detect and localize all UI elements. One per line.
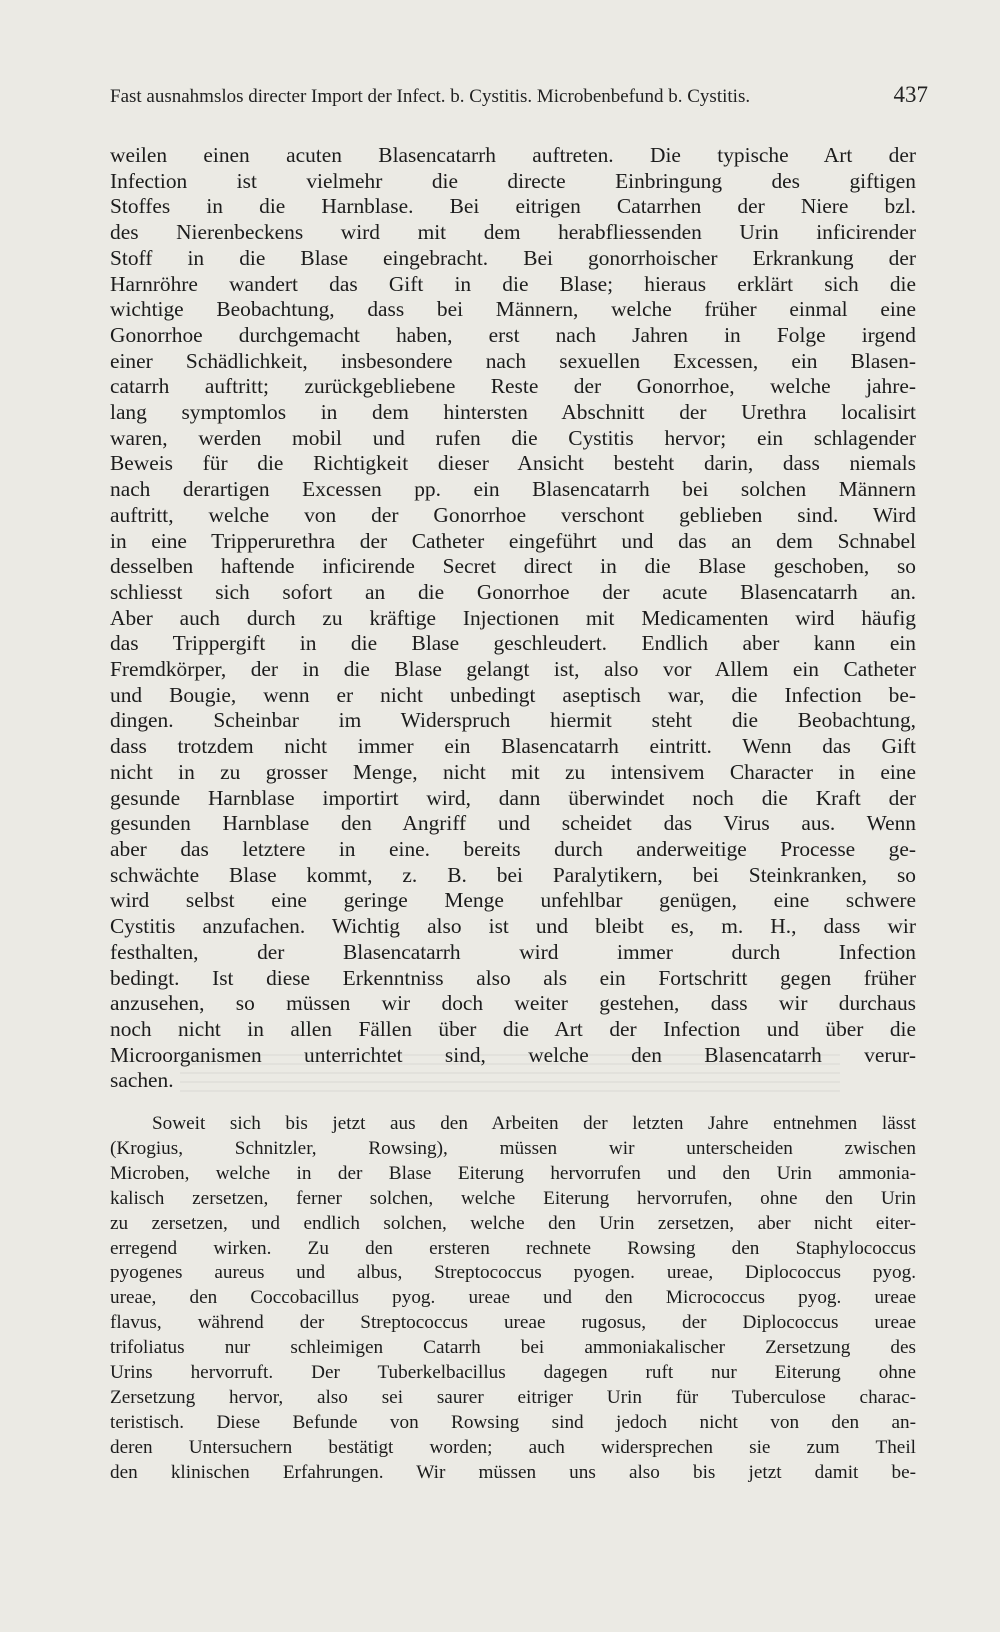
running-head	[110, 82, 928, 112]
text-line: trifoliatus nur schleimigen Catarrh bei ammoniakalischer Zersetzung des	[110, 1337, 916, 1359]
text-line: deren Untersuchern bestätigt worden; auch widersprechen sie zum Theil	[110, 1436, 916, 1458]
text-line: Infection ist vielmehr die directe Einbringung des giftigen	[110, 168, 916, 193]
text-line: Urins hervorruft. Der Tuberkelbacillus dagegen ruft nur Eiterung ohne	[110, 1362, 916, 1384]
text-line: dass trotzdem nicht immer ein Blasencatarrh eintritt. Wenn das Gift	[110, 734, 916, 759]
text-line: catarrh auftritt; zurückgebliebene Reste der Gonorrhoe, welche jahre-	[110, 374, 916, 399]
text-line: Zersetzung hervor, also sei saurer eitriger Urin für Tuberculose charac-	[110, 1386, 916, 1408]
text-line: weilen einen acuten Blasencatarrh auftreten. Die typische Art der	[110, 143, 916, 167]
text-line: nicht in zu grosser Menge, nicht mit zu intensivem Character in eine	[110, 759, 916, 784]
text-line: schwächte Blase kommt, z. B. bei Paralytikern, bei Steinkranken, so	[110, 862, 916, 887]
text-line: wichtige Beobachtung, dass bei Männern, welche früher einmal eine	[110, 297, 916, 322]
running-title: Fast ausnahmslos directer Import der Infect. b. Cystitis. Microbenbefund b. Cystitis.	[110, 86, 751, 107]
text-line: wird selbst eine geringe Menge unfehlbar genügen, eine schwere	[110, 888, 916, 913]
text-line: zu zersetzen, und endlich solchen, welche den Urin zersetzen, aber nicht eiter-	[110, 1212, 916, 1234]
text-line: gesunden Harnblase den Angriff und scheidet das Virus aus. Wenn	[110, 811, 916, 836]
text-line: das Trippergift in die Blase geschleudert. Endlich aber kann ein	[110, 631, 916, 656]
text-line: schliesst sich sofort an die Gonorrhoe der acute Blasencatarrh an.	[110, 579, 916, 604]
small-print-block	[110, 1112, 916, 1486]
text-line: pyogenes aureus und albus, Streptococcus pyogen. ureae, Diplococcus pyog.	[110, 1262, 916, 1284]
text-line: anzusehen, so müssen wir doch weiter gestehen, dass wir durchaus	[110, 991, 916, 1016]
text-line: erregend wirken. Zu den ersteren rechnete Rowsing den Staphylococcus	[110, 1237, 916, 1259]
text-line: desselben haftende inficirende Secret direct in die Blase geschoben, so	[110, 554, 916, 579]
text-line: Harnröhre wandert das Gift in die Blase; hieraus erklärt sich die	[110, 271, 916, 296]
text-line: in eine Tripperurethra der Catheter eingeführt und das an dem Schnabel	[110, 528, 916, 553]
text-line: einer Schädlichkeit, insbesondere nach sexuellen Excessen, ein Blasen-	[110, 348, 916, 373]
show-through	[180, 1052, 840, 1092]
text-line: Microben, welche in der Blase Eiterung hervorrufen und den Urin ammonia-	[110, 1162, 916, 1184]
text-line: des Nierenbeckens wird mit dem herabfliessenden Urin inficirender	[110, 220, 916, 245]
text-line: festhalten, der Blasencatarrh wird immer durch Infection	[110, 939, 916, 964]
text-line: teristisch. Diese Befunde von Rowsing sind jedoch nicht von den an-	[110, 1411, 916, 1433]
text-line: dingen. Scheinbar im Widerspruch hiermit steht die Beobachtung,	[110, 708, 916, 733]
text-line: ureae, den Coccobacillus pyog. ureae und den Micrococcus pyog. ureae	[110, 1287, 916, 1309]
main-text-block	[110, 143, 916, 1094]
text-line: Gonorrhoe durchgemacht haben, erst nach Jahren in Folge irgend	[110, 322, 916, 347]
text-line: bedingt. Ist diese Erkenntniss also als ein Fortschritt gegen früher	[110, 965, 916, 990]
text-line: noch nicht in allen Fällen über die Art der Infection und über die	[110, 1016, 916, 1041]
text-line: Soweit sich bis jetzt aus den Arbeiten der letzten Jahre entnehmen lässt	[152, 1113, 916, 1134]
text-line: Fremdkörper, der in die Blase gelangt ist, also vor Allem ein Catheter	[110, 657, 916, 682]
text-line: lang symptomlos in dem hintersten Abschnitt der Urethra localisirt	[110, 400, 916, 425]
text-line: Cystitis anzufachen. Wichtig also ist und bleibt es, m. H., dass wir	[110, 914, 916, 939]
text-line: kalisch zersetzen, ferner solchen, welche Eiterung hervorrufen, ohne den Urin	[110, 1187, 916, 1209]
text-line: waren, werden mobil und rufen die Cystitis hervor; ein schlagender	[110, 425, 916, 450]
text-line: Microorganismen unterrichtet sind, welche den Blasencatarrh verur-	[110, 1042, 916, 1067]
text-line: aber das letztere in eine. bereits durch anderweitige Processe ge-	[110, 836, 916, 861]
text-line: (Krogius, Schnitzler, Rowsing), müssen wir unterscheiden zwischen	[110, 1137, 916, 1159]
text-line: sachen.	[110, 1068, 174, 1093]
text-line: Stoff in die Blase eingebracht. Bei gonorrhoischer Erkrankung der	[110, 245, 916, 270]
text-line: Stoffes in die Harnblase. Bei eitrigen Catarrhen der Niere bzl.	[110, 194, 916, 219]
text-line: Beweis für die Richtigkeit dieser Ansicht besteht darin, dass niemals	[110, 451, 916, 476]
text-line: Aber auch durch zu kräftige Injectionen mit Medicamenten wird häufig	[110, 605, 916, 630]
text-line: den klinischen Erfahrungen. Wir müssen uns also bis jetzt damit be-	[110, 1461, 916, 1483]
text-line: gesunde Harnblase importirt wird, dann überwindet noch die Kraft der	[110, 785, 916, 810]
text-line: und Bougie, wenn er nicht unbedingt aseptisch war, die Infection be-	[110, 682, 916, 707]
text-line: auftritt, welche von der Gonorrhoe verschont geblieben sind. Wird	[110, 502, 916, 527]
text-line: nach derartigen Excessen pp. ein Blasencatarrh bei solchen Männern	[110, 477, 916, 502]
page-number: 437	[893, 82, 928, 107]
text-line: flavus, während der Streptococcus ureae rugosus, der Diplococcus ureae	[110, 1312, 916, 1334]
